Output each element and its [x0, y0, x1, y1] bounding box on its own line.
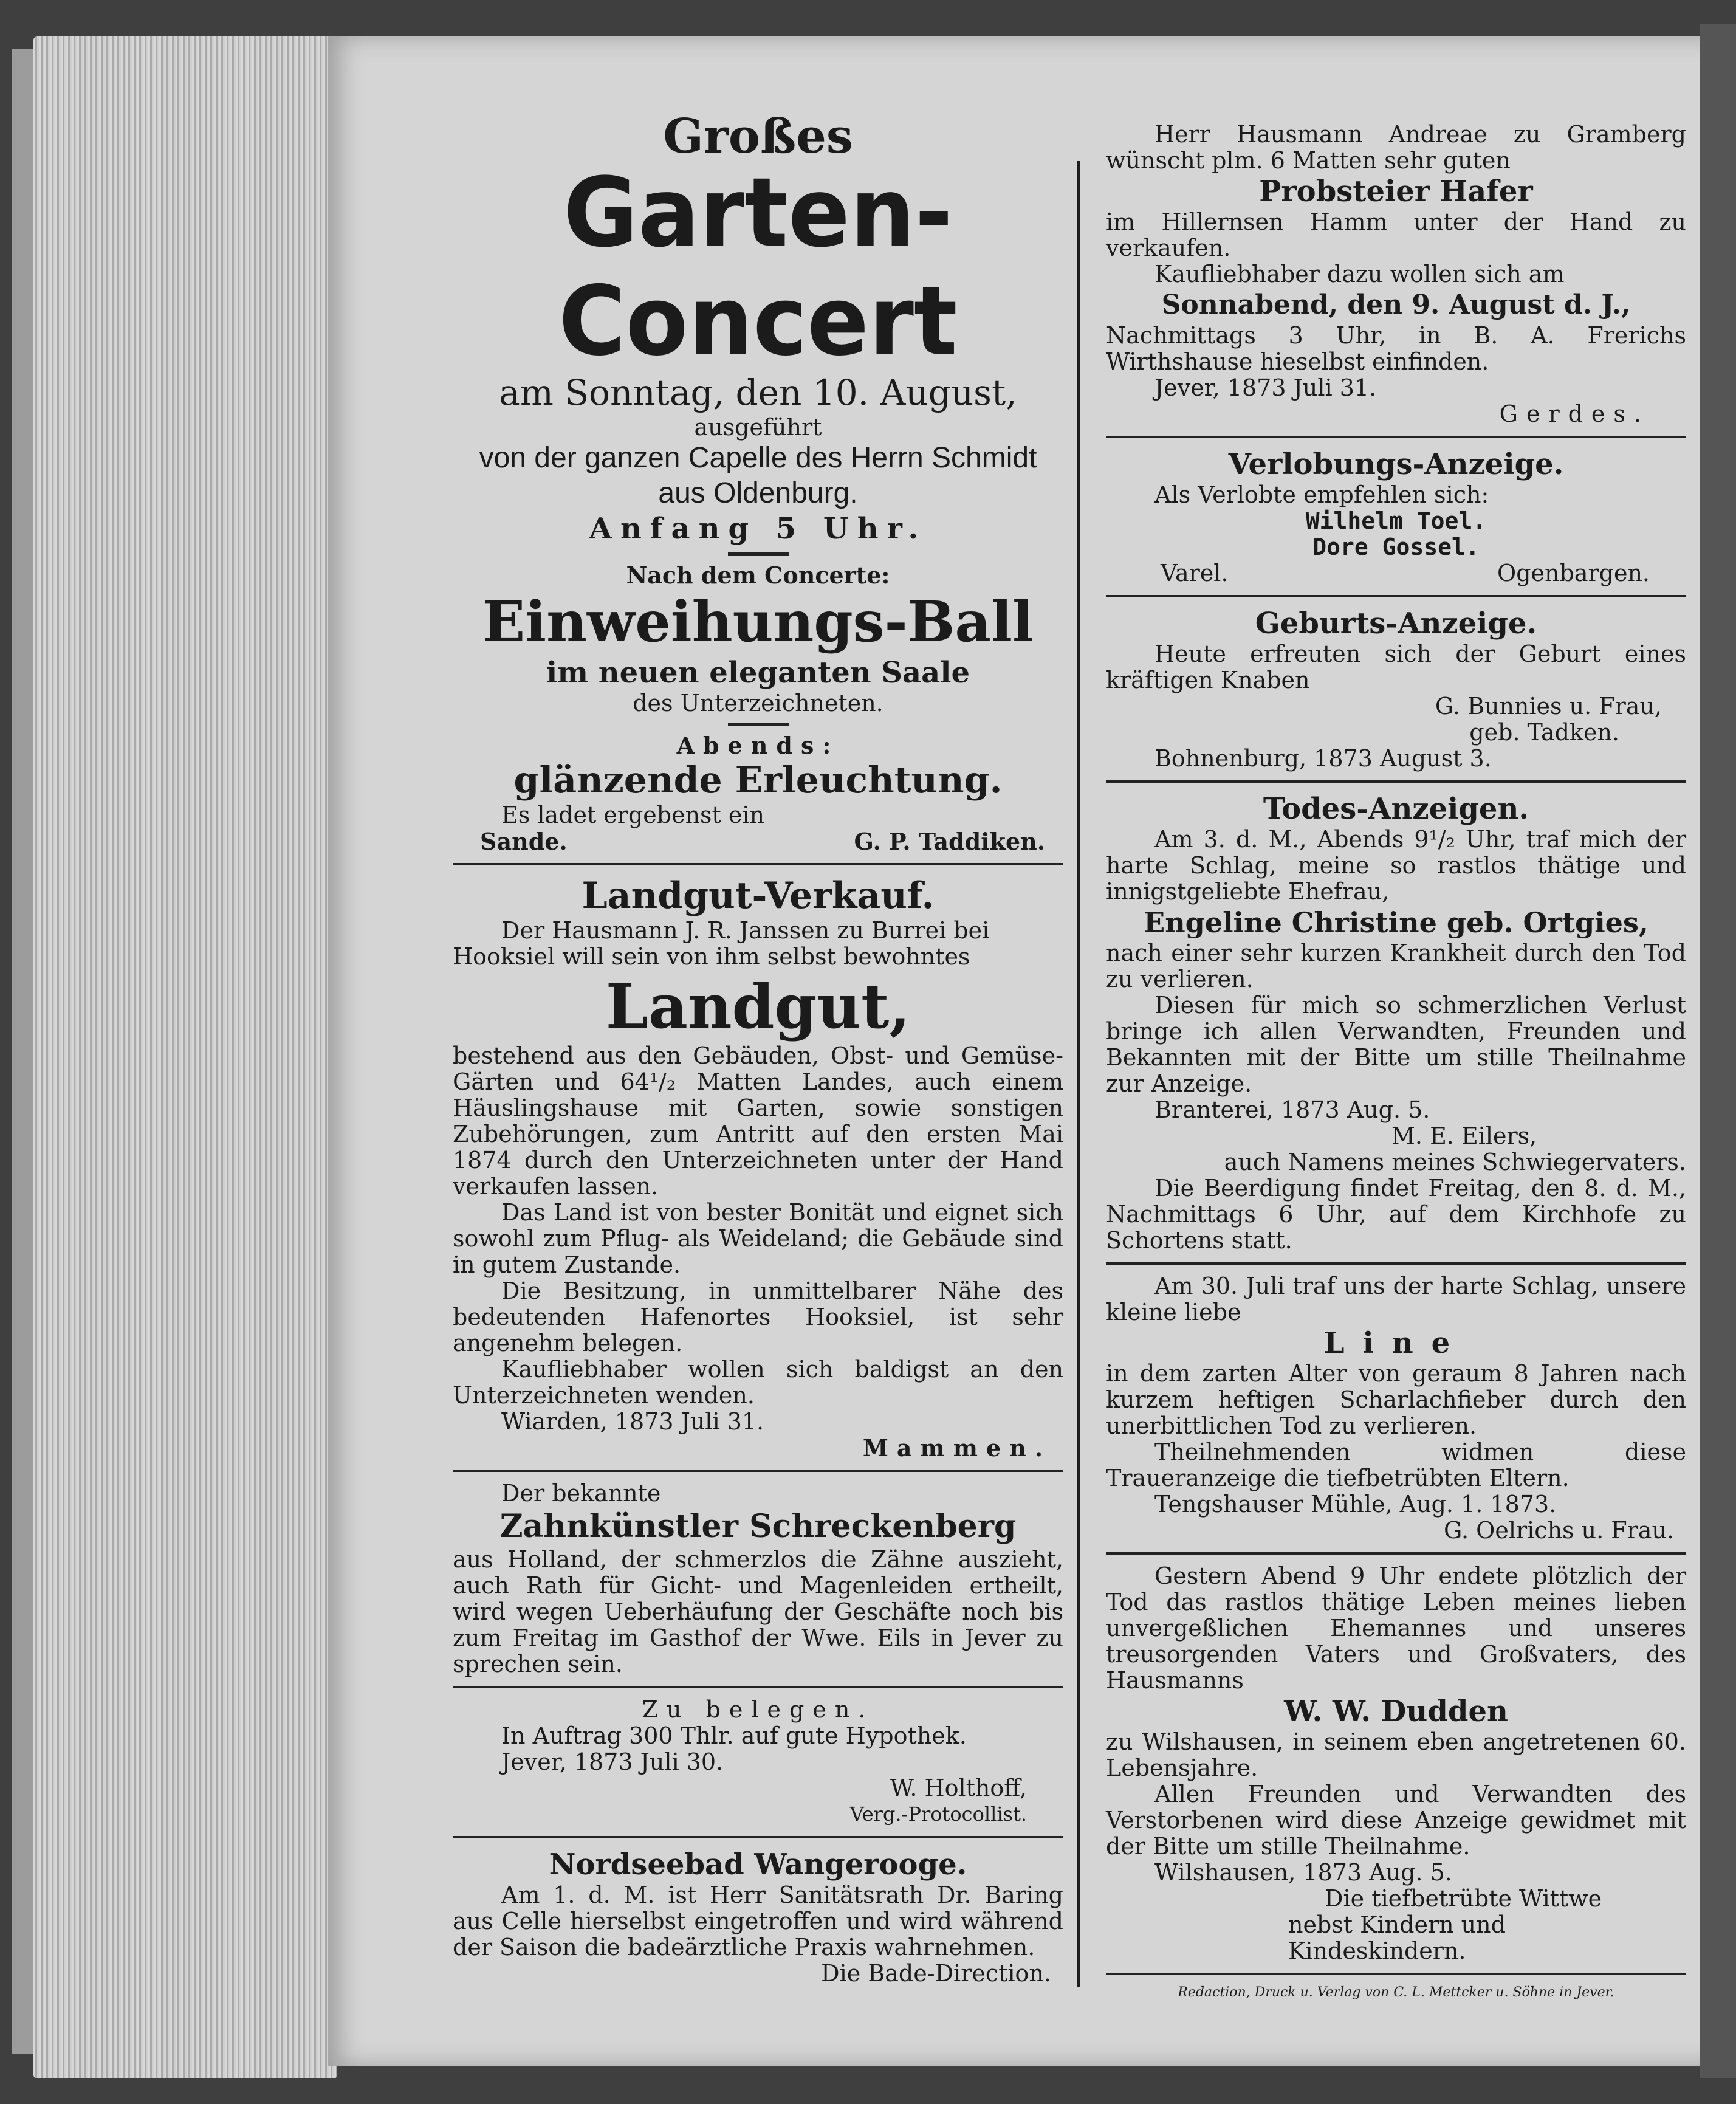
geburt-body: Heute erfreuten sich der Geburt eines kräftigen Knaben [1106, 641, 1686, 693]
bad-sign: Die Bade-Direction. [821, 1960, 1051, 1987]
concert-after: Nach dem Concerte: [626, 562, 890, 589]
concert-grosses: Großes [663, 109, 853, 164]
concert-start: Anfang 5 Uhr. [589, 512, 927, 546]
landgut-intro2: Hooksiel will sein von ihm selbst bewohntes [453, 943, 970, 970]
dudden-date: Wilshausen, 1873 Aug. 5. [1154, 1859, 1452, 1886]
hafer-sign: Gerdes. [1499, 401, 1650, 427]
dudden-p3: Allen Freunden und Verwandten des Verstorbenen wird diese Anzeige gewidmet mit der Bitte um stille Theilnahme. [1106, 1781, 1686, 1860]
landgut-p2: Das Land ist von bester Bonität und eignet sich sowohl zum Pflug- als Weideland; die Gebäude sind in gutem Zustande. [453, 1199, 1063, 1278]
dudden-p2: zu Wilshausen, in seinem eben angetretenen 60. Lebensjahre. [1106, 1728, 1686, 1781]
belegen-role: Verg.-Protocollist. [849, 1803, 1027, 1826]
concert-place: Sande. [480, 828, 568, 855]
dudden-name: W. W. Dudden [1284, 1694, 1508, 1728]
verlobung-n2: Dore Gossel. [1312, 534, 1480, 560]
tod-ad [1106, 791, 1686, 1254]
landgut-date: Wiarden, 1873 Juli 31. [501, 1408, 764, 1435]
geburt-sign2: geb. Tadken. [1469, 719, 1619, 746]
section-rule [453, 863, 1063, 865]
hafer-p2: im Hillernsen Hamm unter der Hand zu verkaufen. [1106, 208, 1686, 261]
belegen-ad [453, 1697, 1063, 1827]
zahn-title: Zahnkünstler Schreckenberg [499, 1508, 1017, 1545]
line-p2: in dem zarten Alter von geraum 8 Jahren nach kurzem heftigen Scharlachfieber durch den unerbittlichen Tod zu verlieren. [1106, 1360, 1686, 1439]
dudden-ad [1106, 1563, 1686, 1964]
section-rule [453, 1470, 1063, 1472]
hafer-p1: Herr Hausmann Andreae zu Gramberg wünscht plm. 6 Matten sehr guten [1106, 121, 1686, 174]
zahn-intro: Der bekannte [501, 1480, 661, 1507]
section-rule [1106, 436, 1686, 438]
verlobung-intro: Als Verlobte empfehlen sich: [1154, 481, 1489, 508]
concert-ball: Einweihungs-Ball [482, 589, 1034, 655]
short-rule [728, 552, 789, 556]
line-ad [1106, 1273, 1686, 1544]
section-rule [453, 1686, 1063, 1688]
bad-body: Am 1. d. M. ist Herr Sanitätsrath Dr. Baring aus Celle hierselbst eingetroffen und wird während der Saison die badeärztliche Praxis wahrnehmen. [453, 1882, 1063, 1961]
dudden-p1: Gestern Abend 9 Uhr endete plötzlich der Tod das rastlos thätige Leben meines lieben unvergeßlichen Ehemannes und unseres treusorgenden Vaters und Großvaters, des Hausmanns [1106, 1563, 1686, 1694]
verlobung-places [1106, 560, 1686, 586]
tod-date: Branterei, 1873 Aug. 5. [1154, 1096, 1430, 1123]
line-p1: Am 30. Juli traf uns der harte Schlag, unsere kleine liebe [1106, 1273, 1686, 1325]
tod-name: Engeline Christine geb. Ortgies, [1144, 906, 1649, 939]
landgut-intro1: Der Hausmann J. R. Janssen zu Burrei bei [501, 917, 990, 944]
section-rule [1106, 780, 1686, 783]
zahn-body: aus Holland, der schmerzlos die Zähne auszieht, auch Rath für Gicht- und Magenleiden ertheilt, wird wegen Ueberhäufung der Geschäfte noch bis zum Freitag im Gasthof der Wwe. Eils in Jever zu sprechen sein. [453, 1546, 1063, 1677]
concert-ad [453, 109, 1063, 854]
line-name: Line [1323, 1326, 1469, 1360]
column-divider [1077, 161, 1080, 1987]
concert-name: G. P. Taddiken. [854, 828, 1045, 855]
landgut-p4: Kaufliebhaber wollen sich baldigst an den Unterzeichneten wenden. [453, 1356, 1063, 1409]
tod-p2: nach einer sehr kurzen Krankheit durch den Tod zu verlieren. [1106, 940, 1686, 992]
landgut-title: Landgut-Verkauf. [582, 875, 935, 917]
verlobung-ad [1106, 447, 1686, 586]
line-date: Tengshauser Mühle, Aug. 1. 1873. [1154, 1491, 1557, 1518]
section-rule [1106, 1973, 1686, 1975]
concert-hall: im neuen eleganten Saale [546, 656, 970, 690]
tod-title: Todes-Anzeigen. [1263, 792, 1529, 826]
hafer-ad [1106, 122, 1686, 427]
right-column [1106, 122, 1686, 2002]
tod-p3: Diesen für mich so schmerzlichen Verlust bringe ich allen Verwandten, Freunden und Bekannten mit der Bitte um stille Theilnahme zur Anzeige. [1106, 992, 1686, 1097]
concert-performed: ausgeführt [694, 414, 822, 441]
geburt-ad [1106, 606, 1686, 772]
hafer-date: Jever, 1873 Juli 31. [1154, 374, 1377, 401]
landgut-big: Landgut, [605, 971, 911, 1042]
verlobung-place2: Ogenbargen. [1497, 560, 1650, 586]
concert-lights: glänzende Erleuchtung. [513, 759, 1003, 802]
section-rule [1106, 595, 1686, 597]
concert-evening: Abends: [676, 732, 840, 759]
dudden-sign1: Die tiefbetrübte Wittwe [1325, 1885, 1602, 1912]
page-edges [33, 36, 337, 2078]
tod-sign2: auch Namens meines Schwiegervaters. [1224, 1149, 1686, 1175]
tod-p1: Am 3. d. M., Abends 9¹/₂ Uhr, traf mich der harte Schlag, meine so rastlos thätige und innigstgeliebte Ehefrau, [1106, 826, 1686, 905]
dudden-sign2: nebst Kindern und Kindeskindern. [1288, 1911, 1506, 1964]
concert-signed: des Unterzeichneten. [633, 690, 883, 717]
concert-sign-row [453, 828, 1063, 854]
hafer-title: Probsteier Hafer [1259, 174, 1533, 208]
concert-by1: von der ganzen Capelle des Herrn Schmidt [479, 442, 1037, 474]
verlobung-place1: Varel. [1161, 560, 1229, 586]
line-sign: G. Oelrichs u. Frau. [1444, 1517, 1674, 1544]
tod-p4: Die Beerdigung findet Freitag, den 8. d. M., Nachmittags 6 Uhr, auf dem Kirchhofe zu Schortens statt. [1106, 1175, 1686, 1254]
bad-ad [453, 1847, 1063, 1987]
short-rule [728, 723, 789, 726]
concert-date: am Sonntag, den 10. August, [499, 372, 1017, 413]
section-rule [453, 1836, 1063, 1838]
landgut-ad [453, 874, 1063, 1461]
geburt-date: Bohnenburg, 1873 August 3. [1154, 745, 1492, 772]
hafer-p4: Nachmittags 3 Uhr, in B. A. Frerichs Wirthshause hieselbst einfinden. [1106, 322, 1686, 375]
bad-title: Nordseebad Wangerooge. [549, 1848, 967, 1882]
landgut-p1: bestehend aus den Gebäuden, Obst- und Gemüse-Gärten und 64¹/₂ Matten Landes, auch einem Häuslingshause mit Garten, sowie sonstigen Zubehörungen, zum Antritt auf den ersten Mai 1874 durch den Unterzeichneten unter der Hand verkaufen lassen. [453, 1042, 1063, 1200]
right-book-edge [1700, 24, 1736, 2078]
geburt-sign1: G. Bunnies u. Frau, [1435, 693, 1662, 720]
tod-sign1: M. E. Eilers, [1391, 1122, 1537, 1149]
section-rule [1106, 1552, 1686, 1555]
zahn-ad [453, 1480, 1063, 1677]
belegen-title: Zu belegen. [642, 1696, 874, 1723]
section-rule [1106, 1262, 1686, 1265]
verlobung-n1: Wilhelm Toel. [1305, 507, 1487, 534]
concert-invite: Es ladet ergebenst ein [501, 802, 765, 828]
hafer-date-big: Sonnabend, den 9. August d. J., [1161, 289, 1631, 320]
belegen-body: In Auftrag 300 Thlr. auf gute Hypothek. [501, 1722, 967, 1749]
landgut-p3: Die Besitzung, in unmittelbarer Nähe des bedeutenden Hafenortes Hooksiel, ist sehr angenehm belegen. [453, 1277, 1063, 1356]
hafer-p3: Kaufliebhaber dazu wollen sich am [1154, 261, 1565, 287]
landgut-sign: Mammen. [862, 1434, 1051, 1462]
concert-by2: aus Oldenburg. [658, 477, 858, 509]
imprint: Redaction, Druck u. Verlag von C. L. Mettcker u. Söhne in Jever. [1178, 1985, 1614, 2000]
belegen-sign: W. Holthoff, [890, 1775, 1027, 1801]
concert-title: Garten-Concert [558, 157, 958, 377]
line-p3: Theilnehmenden widmen diese Traueranzeige die tiefbetrübten Eltern. [1106, 1439, 1686, 1491]
belegen-date: Jever, 1873 Juli 30. [501, 1748, 724, 1775]
left-column [453, 109, 1063, 1987]
geburt-title: Geburts-Anzeige. [1255, 607, 1537, 641]
verlobung-title: Verlobungs-Anzeige. [1228, 447, 1564, 481]
